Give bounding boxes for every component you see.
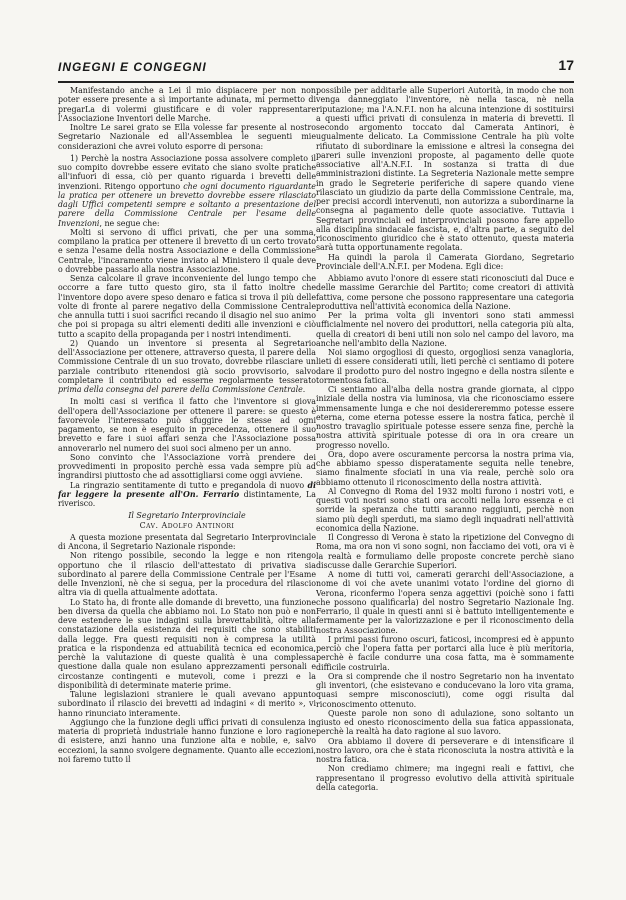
paragraph: Noi siamo orgogliosi di questo, orgogliosi senza vanagloria, lieti di essere considerati utili, lieti perchè ci sentiamo di potere dare il prodotto puro del nostro ingegno e della nostra silente e tormentosa fatica. bbox=[316, 348, 574, 385]
magazine-title: INGEGNI E CONGEGNI bbox=[58, 60, 207, 74]
paragraph: Non ritengo possibile, secondo la legge e non ritengo opportuno che il rilascio dell'attestato di privativa sia subordinato al parere della Commissione Centrale per l'Esame delle Invenzioni, nè che si segua, per la procedura del rilascio altra via di quella attualmente adottata. bbox=[58, 551, 316, 598]
paragraph: 1) Perchè la nostra Associazione possa assolvere completo il suo compito dovrebbe essere evitato che siano svolte pratiche all'infuori di essa, ciò per quanto riguarda i brevetti delle invenzioni. Ritengo opportuno che ogni documento riguardante la pratica per ottenere un brevetto dovrebbe essere rilasciato dagli Uffici competenti sempre e soltanto a presentazione del parere della Commissione Centrale per l'esame delle Invenzioni, ne segue che: bbox=[58, 153, 316, 228]
paragraph: Ci sentiamo all'alba della nostra grande giornata, al cippo iniziale della nostra via luminosa, via che riconosciamo essere immensamente lunga e che noi desidereremmo potesse essere eterna, come eterna potesse essere la nostra fatica, perchè il nostro travaglio spirituale potesse essere senza fine, perchè la nostra attività spirituale potesse di ora in ora creare un progresso novello. bbox=[316, 385, 574, 450]
paragraph: Lo Stato ha, di fronte alle domande di brevetto, una funzione ben diversa da quella che abbiamo noi. Lo Stato non può e non deve estendere le sue indagini sulla brevettabilità, oltre alla constatazione della esistenza dei requisiti che sono stabiliti dalla legge. Fra questi requisiti non è compresa la utilità pratica e la rispondenza ed attuabilità tecnica ed economica, perchè la valutazione di queste qualità è una complessa questione dalla quale non esulano apprezzamenti personali e circostanze contingenti e mutevoli, come i prezzi e la disponibilità di determinate materie prime. bbox=[58, 597, 316, 690]
paragraph: Abbiamo avuto l'onore di essere stati riconosciuti dal Duce e delle massime Gerarchie del Partito; come creatori di attività fattiva, come persone che possono rappresentare una categoria produttiva nell'attività economica della Nazione. bbox=[316, 274, 574, 311]
running-header bbox=[58, 57, 574, 78]
paragraph: In molti casi si verifica il fatto che l'inventore si giova dell'opera dell'Associazione per ottenere il parere: se questo è favorevole l'interessato può sfuggire le stesse ad ogni pagamento, se non è eseguito in precedenza, ottenere il suo brevetto e fare i suoi affari senza che l'Associazione possa annoverarlo nel numero dei suoi soci almeno per un anno. bbox=[58, 397, 316, 453]
paragraph: Molti si servono di uffici privati, che per una somma, compilano la pratica per ottenere il brevetto di un certo trovato e senza l'esame della nostra Associazione e della Commissione Centrale, l'incaramento viene inviato al Ministero il quale deve o dovrebbe passarlo alla nostra Associazione. bbox=[58, 227, 316, 274]
paragraph: La ringrazio sentitamente di tutto e pregandola di nuovo di far leggere la presente all'On. Ferrario distintamente, La riverisco. bbox=[58, 480, 316, 508]
paragraph: Aggiungo che la funzione degli uffici privati di consulenza in materia di proprietà industriale hanno funzione e loro ragione di esistere, anzi hanno una funzione alta e nobile, e, salvo eccezioni, la sanno svolgere degnamente. Quanto alle eccezioni, noi faremo tutto il bbox=[58, 717, 316, 764]
left-column bbox=[58, 86, 316, 876]
paragraph: Manifestando anche a Lei il mio dispiacere per non non poter essere presente a sì importante adunata, mi permetto di pregarLa di volermi giustificare e di voler rappresentare l'Associazione Inventori delle Marche. bbox=[58, 86, 316, 123]
paragraph: Al Convegno di Roma del 1932 molti furono i nostri voti, e questi voti nostri sono stati ora accolti nella loro essenza e ci sorride la speranza che tutti saranno raggiunti, perchè non siamo più degli sperduti, ma siamo degli inquadrati nell'attività economica della Nazione. bbox=[316, 486, 574, 533]
paragraph: Ora, dopo avere oscuramente percorsa la nostra prima via, che abbiamo spesso disperatamente seguita nelle tenebre, siamo finalmente sfociati in una via reale, perchè solo ora abbiamo ottenuto il riconoscimento della nostra attività. bbox=[316, 449, 574, 487]
paragraph: possibile per additarle alle Superiori Autorità, in modo che non venga danneggiato l'inventore, nè nella tasca, nè nella riputazione; ma l'A.N.F.I. non ha alcuna intenzione di sostituirsi a questi uffici privati di consulenza in materia di brevetti. Il secondo argomento toccato dal Camerata Antinori, è ugualmente delicato. La Commissione Centrale ha più volte rifiutato di subordinare la emissione e altresì la consegna dei pareri sulle invenzioni proposte, al pagamento delle quote associative all'A.N.F.I. In sostanza si tratta di due amministrazioni distinte. La Segreteria Nazionale mette sempre in grado le Segreterie periferiche di sapere quando viene rilasciato un giudizio da parte della Commissione Centrale, ma, per precisi accordi intervenuti, non autorizza a subordinarne la consegna al pagamento delle quote associative. Tuttavia i Segretari provinciali ed interprovinciali possono fare appello alla disciplina sindacale fascista, e, d'altra parte, a seguito del riconoscimento giuridico che è stato ottenuto, questa materia sarà tutta opportunamente regolata. bbox=[316, 86, 574, 253]
page-number: 17 bbox=[558, 57, 574, 73]
paragraph: Per la prima volta gli inventori sono stati ammessi ufficialmente nel novero dei produttori, nella categoria più alta, quella di creatori di beni utili non solo nel campo del lavoro, ma anche nell'ambito della Nazione. bbox=[316, 311, 574, 348]
paragraph: Queste parole non sono di adulazione, sono soltanto un giusto ed onesto riconoscimento della sua fatica appassionata, perchè la realtà ha dato ragione al suo lavoro. bbox=[316, 708, 574, 737]
paragraph: A questa mozione presentata dal Segretario Interprovinciale di Ancona, il Segretario Nazionale risponde: bbox=[58, 532, 316, 551]
paragraph: Ora si comprende che il nostro Segretario non ha inventato gli inventori, (che esistevano e conducevano la loro vita grama, quasi sempre misconosciuti), come oggi risulta dal riconoscimento ottenuto. bbox=[316, 671, 574, 709]
paragraph: Inoltre Le sarei grato se Ella volesse far presente al nostro Segretario Nazionale ed all'Assemblea le seguenti mie considerazioni che avrei voluto esporre di persona: bbox=[58, 123, 316, 151]
paragraph: Ora abbiamo il dovere di perseverare e di intensificare il nostro lavoro, ora che è stata riconosciuta la nostra attività e la nostra fatica. bbox=[316, 736, 574, 764]
paragraph: Sono convinto che l'Associazione vorrà prendere dei provvedimenti in proposito perchè essa vada sempre più ad ingrandirsi piuttosto che ad assottigliarsi come oggi avviene. bbox=[58, 452, 316, 481]
paragraph: Ha quindi la parola il Camerata Giordano, Segretario Provinciale dell'A.N.F.I. per Modena. Egli dice: bbox=[316, 252, 574, 271]
paragraph: Talune legislazioni straniere le quali avevano appunto subordinato il rilascio dei brevetti ad indagini « di merito », vi hanno rinunciato interamente. bbox=[58, 690, 316, 718]
signature-name: Cav. Adolfo Antinori bbox=[139, 520, 235, 530]
paragraph: Non crediamo chimere; ma ingegni reali e fattivi, che rappresentano il progresso evolutivo della attività spirituale della categoria. bbox=[316, 764, 574, 792]
header-rule bbox=[58, 81, 574, 83]
paragraph: I primi passi furono oscuri, faticosi, incompresi ed è appunto perciò che l'opera fatta per portarci alla luce è più meritoria, perchè è facile condurre una cosa fatta, ma è sommamente difficile costruirla. bbox=[316, 634, 574, 672]
paragraph: Senza calcolare il grave inconveniente del lungo tempo che occorre a fare tutto questo giro, sta il fatto inoltre che l'inventore dopo avere speso denaro e fatica si trova il più delle volte di fronte al parere negativo della Commissione Centrale che annulla tutti i suoi sacrifici recando il disagio nel suo animo che poi si propaga su altri elementi dediti alle invenzioni e ciò tutto a scapito della propaganda per i nostri intendimenti. bbox=[58, 274, 316, 339]
signature-role: Il Segretario Interprovinciale bbox=[128, 511, 246, 521]
paragraph: A nome di tutti voi, camerati gerarchi dell'Associazione, a nome di voi che avete unanimi votato l'ordine del giorno di Verona, riconfermo l'opera senza aggettivi (poichè sono i fatti che possono qualificarla) del nostro Segretario Nazionale Ing. Ferrario, il quale in questi anni si è battuto intelligentemente e fermamente per la valorizzazione e per il riconoscimento della nostra Associazione. bbox=[316, 570, 574, 635]
paragraph: 2) Quando un inventore si presenta al Segretario dell'Associazione per ottenere, attraverso questa, il parere della Commissione Centrale di un suo trovato, dovrebbe rilasciare un parziale contributo ritenendosi già socio provvisorio, salvo completare il contributo ed esserne regolarmente tesserato prima della consegna del parere della Commissione Centrale. bbox=[58, 338, 316, 394]
paragraph: Il Congresso di Verona è stato la ripetizione del Convegno di Roma, ma ora non vi sono sogni, non facciamo dei voti, ora vi è la realtà e formuliamo delle proposte concrete perchè siano discusse dalle Gerarchie Superiori. bbox=[316, 533, 574, 570]
right-column bbox=[316, 86, 574, 876]
